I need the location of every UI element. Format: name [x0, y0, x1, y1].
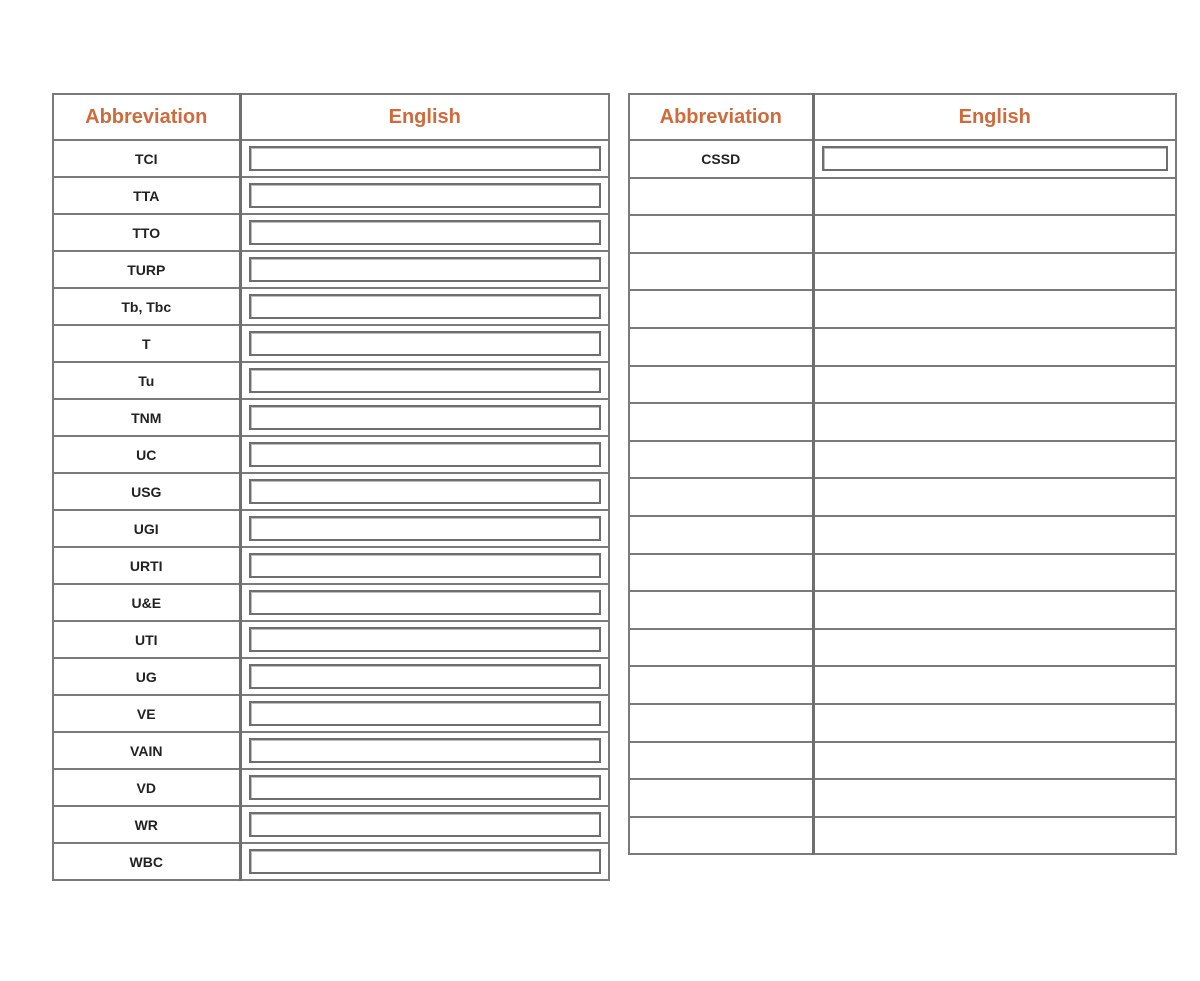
english-answer-input[interactable]	[249, 701, 601, 726]
abbreviation-cell: URTI	[53, 547, 240, 584]
table-row	[53, 251, 609, 288]
table-row	[629, 516, 1176, 554]
table-row	[53, 473, 609, 510]
table-row	[53, 695, 609, 732]
english-cell[interactable]	[813, 290, 1176, 328]
english-cell[interactable]	[813, 704, 1176, 742]
english-cell	[240, 621, 609, 658]
english-answer-input[interactable]	[249, 516, 601, 541]
abbreviation-cell	[629, 629, 813, 667]
english-answer-input[interactable]	[249, 849, 601, 874]
english-cell[interactable]	[813, 328, 1176, 366]
english-answer-input[interactable]	[249, 331, 601, 356]
english-cell[interactable]	[813, 666, 1176, 704]
table-row	[629, 817, 1176, 855]
table-row	[53, 214, 609, 251]
english-answer-input[interactable]	[249, 738, 601, 763]
english-cell	[240, 473, 609, 510]
table-row	[629, 704, 1176, 742]
abbreviation-cell: CSSD	[629, 140, 813, 178]
abbreviation-cell: Tb, Tbc	[53, 288, 240, 325]
english-cell	[240, 177, 609, 214]
english-cell	[240, 251, 609, 288]
abbreviation-cell	[629, 328, 813, 366]
english-answer-input[interactable]	[249, 220, 601, 245]
english-cell	[813, 140, 1176, 178]
english-cell[interactable]	[813, 817, 1176, 855]
english-cell[interactable]	[813, 516, 1176, 554]
abbreviation-cell	[629, 366, 813, 404]
abbreviation-cell: TNM	[53, 399, 240, 436]
table-row	[629, 215, 1176, 253]
table-row	[53, 806, 609, 843]
table-row	[53, 140, 609, 177]
abbreviation-cell: UG	[53, 658, 240, 695]
table-row	[629, 403, 1176, 441]
table-row	[53, 732, 609, 769]
abbreviation-cell: TTA	[53, 177, 240, 214]
english-header: English	[813, 94, 1176, 140]
abbreviation-header: Abbreviation	[629, 94, 813, 140]
table-row	[53, 547, 609, 584]
english-cell	[240, 362, 609, 399]
english-answer-input[interactable]	[249, 368, 601, 393]
english-cell[interactable]	[813, 441, 1176, 479]
table-row	[629, 366, 1176, 404]
abbreviation-cell	[629, 591, 813, 629]
english-cell	[240, 436, 609, 473]
english-cell	[240, 140, 609, 177]
abbreviation-cell: TTO	[53, 214, 240, 251]
english-answer-input[interactable]	[249, 146, 601, 171]
abbreviation-cell	[629, 253, 813, 291]
abbreviation-cell	[629, 516, 813, 554]
abbreviation-cell: U&E	[53, 584, 240, 621]
english-cell[interactable]	[813, 215, 1176, 253]
table-row	[629, 742, 1176, 780]
abbreviation-cell	[629, 441, 813, 479]
abbreviation-cell	[629, 742, 813, 780]
english-answer-input[interactable]	[249, 664, 601, 689]
right-table-body	[629, 140, 1176, 854]
table-row	[629, 629, 1176, 667]
english-answer-input[interactable]	[249, 257, 601, 282]
abbreviation-cell	[629, 554, 813, 592]
abbreviation-cell: WR	[53, 806, 240, 843]
english-cell[interactable]	[813, 629, 1176, 667]
english-answer-input[interactable]	[249, 553, 601, 578]
table-row	[629, 178, 1176, 216]
table-row	[53, 621, 609, 658]
table-row	[53, 436, 609, 473]
english-cell[interactable]	[813, 253, 1176, 291]
english-answer-input[interactable]	[249, 590, 601, 615]
english-cell	[240, 288, 609, 325]
table-row	[53, 288, 609, 325]
english-cell[interactable]	[813, 178, 1176, 216]
english-cell	[240, 547, 609, 584]
english-cell	[240, 325, 609, 362]
english-cell[interactable]	[813, 591, 1176, 629]
abbreviation-cell: VD	[53, 769, 240, 806]
english-answer-input[interactable]	[249, 479, 601, 504]
english-cell	[240, 769, 609, 806]
abbreviation-cell: TURP	[53, 251, 240, 288]
table-row	[629, 591, 1176, 629]
english-answer-input[interactable]	[249, 627, 601, 652]
english-answer-input[interactable]	[249, 775, 601, 800]
english-cell[interactable]	[813, 366, 1176, 404]
abbreviation-cell: UC	[53, 436, 240, 473]
english-cell	[240, 695, 609, 732]
abbreviation-cell: Tu	[53, 362, 240, 399]
english-cell	[240, 658, 609, 695]
english-cell[interactable]	[813, 478, 1176, 516]
table-row	[53, 843, 609, 880]
english-cell[interactable]	[813, 403, 1176, 441]
table-row	[53, 510, 609, 547]
table-row	[53, 399, 609, 436]
table-row	[53, 769, 609, 806]
abbreviation-cell	[629, 215, 813, 253]
english-cell[interactable]	[813, 554, 1176, 592]
abbreviation-cell: UGI	[53, 510, 240, 547]
table-row	[629, 253, 1176, 291]
abbreviation-cell	[629, 666, 813, 704]
abbreviation-cell: T	[53, 325, 240, 362]
table-row	[53, 325, 609, 362]
table-row	[629, 441, 1176, 479]
abbreviation-cell	[629, 178, 813, 216]
abbreviation-cell: WBC	[53, 843, 240, 880]
english-answer-input[interactable]	[249, 294, 601, 319]
abbreviation-cell: UTI	[53, 621, 240, 658]
english-cell	[240, 584, 609, 621]
right-abbreviation-table	[628, 93, 1177, 855]
abbreviation-cell: USG	[53, 473, 240, 510]
english-answer-input[interactable]	[249, 183, 601, 208]
abbreviation-cell: VAIN	[53, 732, 240, 769]
english-answer-input[interactable]	[249, 812, 601, 837]
abbreviation-header: Abbreviation	[53, 94, 240, 140]
english-cell[interactable]	[813, 779, 1176, 817]
table-row	[629, 290, 1176, 328]
table-row	[629, 140, 1176, 178]
english-cell[interactable]	[813, 742, 1176, 780]
abbreviation-cell	[629, 478, 813, 516]
left-table-body	[53, 140, 609, 880]
abbreviation-cell: TCI	[53, 140, 240, 177]
table-row	[629, 478, 1176, 516]
english-cell	[240, 843, 609, 880]
english-cell	[240, 399, 609, 436]
header-row	[629, 94, 1176, 140]
abbreviation-cell	[629, 779, 813, 817]
abbreviation-cell	[629, 817, 813, 855]
table-row	[53, 584, 609, 621]
english-cell	[240, 510, 609, 547]
english-cell	[240, 214, 609, 251]
english-cell	[240, 732, 609, 769]
table-row	[53, 658, 609, 695]
abbreviation-cell	[629, 704, 813, 742]
english-answer-input[interactable]	[822, 146, 1168, 171]
english-answer-input[interactable]	[249, 405, 601, 430]
table-row	[629, 666, 1176, 704]
left-abbreviation-table	[52, 93, 610, 881]
table-row	[629, 779, 1176, 817]
header-row	[53, 94, 609, 140]
abbreviation-cell: VE	[53, 695, 240, 732]
abbreviation-cell	[629, 290, 813, 328]
english-answer-input[interactable]	[249, 442, 601, 467]
table-row	[629, 554, 1176, 592]
table-row	[629, 328, 1176, 366]
english-cell	[240, 806, 609, 843]
english-header: English	[240, 94, 609, 140]
table-row	[53, 362, 609, 399]
table-row	[53, 177, 609, 214]
abbreviation-cell	[629, 403, 813, 441]
